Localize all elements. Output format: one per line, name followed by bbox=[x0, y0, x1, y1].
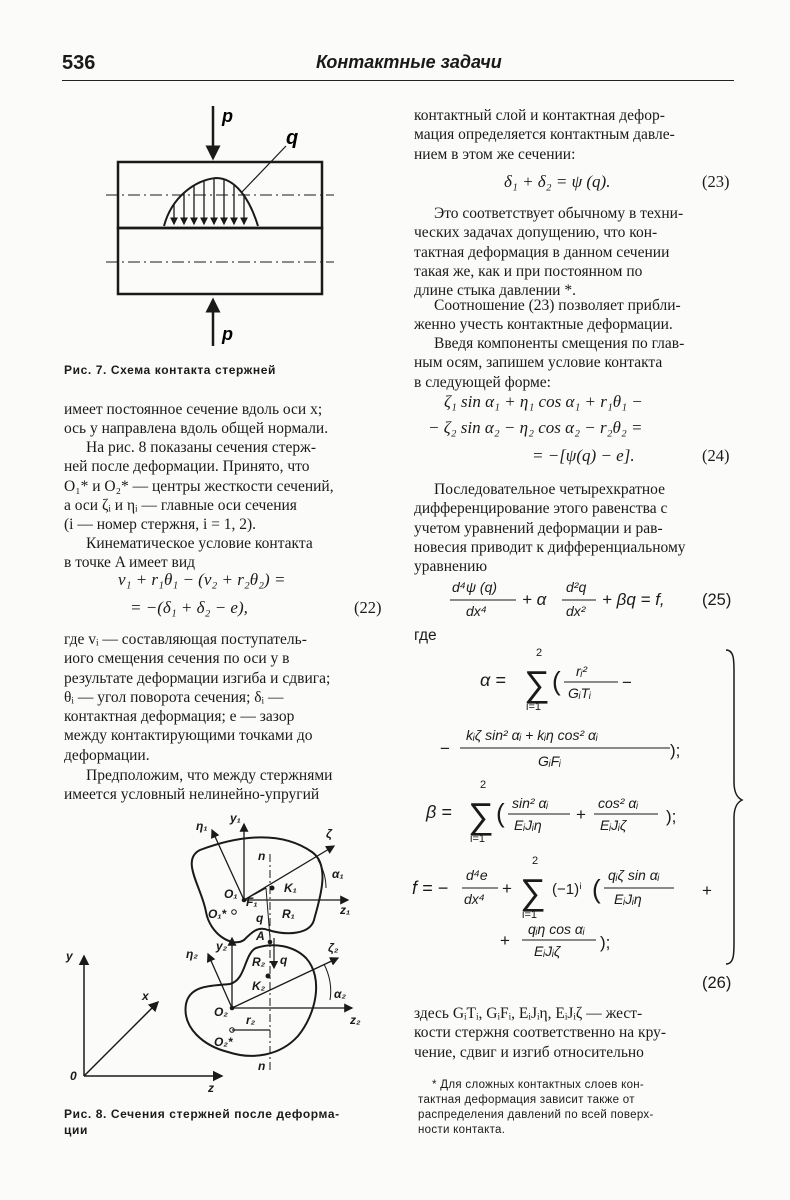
label-O1: O₁ bbox=[224, 887, 238, 901]
eq25-denominator-1: dx⁴ bbox=[466, 603, 487, 619]
beta-plus: + bbox=[576, 805, 586, 824]
f-numerator-2: qᵢζ sin αᵢ bbox=[608, 867, 660, 883]
figure-7-caption: Рис. 7. Схема контакта стержней bbox=[64, 363, 277, 377]
label-F1: F₁ bbox=[246, 895, 258, 909]
label-p-top: p bbox=[222, 106, 233, 126]
label-n-top: n bbox=[258, 849, 266, 863]
f-open-paren: ( bbox=[592, 874, 601, 904]
alpha-denominator-1: GᵢTᵢ bbox=[568, 685, 591, 701]
label-R2: R₂ bbox=[252, 955, 266, 969]
equation-22-line-1: v₁ + r₁θ₁ − (v₂ + r₂θ₂) = bbox=[118, 570, 286, 589]
alpha-dash: − bbox=[622, 673, 632, 692]
alpha-close: ); bbox=[670, 741, 681, 760]
left-paragraph-5: Предположим, что между стержнями имеется условный нелинейно-упругий bbox=[64, 767, 333, 804]
f-numerator-3: qᵢη cos αᵢ bbox=[528, 921, 585, 937]
right-paragraph-5: Последовательное четырехкратное дифференцирование этого равенства с учетом уравнений деформации и рав- новесия приводит к дифференциальному уравнению bbox=[414, 481, 686, 576]
label-zeta1: ζ bbox=[326, 827, 332, 841]
beta-numerator-2: cos² αᵢ bbox=[598, 795, 639, 811]
K1-point bbox=[270, 886, 275, 891]
left-paragraph-4: где vᵢ — составляющая поступатель- иого смещения сечения по оси y в результате деформации изгиба и сдвига; θᵢ — угол поворота сечения; δᵢ — контактная деформация; e — зазор между контактирующими точками до деформации. bbox=[64, 631, 331, 764]
beta-lhs: β = bbox=[426, 802, 452, 822]
label-O2: O₂ bbox=[214, 1005, 228, 1019]
label-q: q bbox=[286, 127, 299, 149]
f-close: ); bbox=[600, 933, 611, 952]
label-z2: z₂ bbox=[350, 1013, 361, 1027]
equation-24-line-1: ζ₁ sin α₁ + η₁ cos α₁ + r₁θ₁ − bbox=[444, 392, 643, 411]
beta-denominator-1: EᵢJᵢη bbox=[514, 817, 542, 833]
f-denominator-2: EᵢJᵢη bbox=[614, 891, 642, 907]
label-alpha1: α₁ bbox=[332, 867, 344, 881]
label-eta1: η₁ bbox=[196, 819, 208, 833]
equation-22-line-2: = −(δ₁ + δ₂ − e), bbox=[130, 598, 248, 617]
f-lead-plus: + bbox=[500, 931, 510, 950]
label-p-bottom: p bbox=[222, 324, 233, 344]
header-rule bbox=[62, 80, 734, 81]
label-O1-star: O₁* bbox=[208, 907, 227, 921]
beta-open-paren: ( bbox=[496, 798, 505, 828]
label-R1: R₁ bbox=[282, 907, 295, 921]
label-K2: K₂ bbox=[252, 979, 266, 993]
eq25-rest: + βq = f, bbox=[602, 590, 665, 609]
rod-bottom-rect bbox=[118, 228, 322, 294]
angle-arc-alpha2 bbox=[324, 964, 331, 1000]
alpha-numerator-1: rᵢ² bbox=[576, 663, 588, 679]
figure-8-caption: Рис. 8. Сечения стержней после деформа- ции bbox=[64, 1107, 340, 1137]
label-A: A bbox=[256, 929, 265, 943]
beta-close: ); bbox=[666, 807, 677, 826]
equation-26-number: (26) bbox=[702, 974, 732, 992]
alpha-minus: − bbox=[440, 739, 450, 758]
beta-sum-sign: ∑ bbox=[468, 795, 494, 836]
label-z1: z₁ bbox=[340, 903, 351, 917]
section-2-outline bbox=[186, 945, 317, 1056]
label-z: z bbox=[208, 1081, 214, 1095]
label-eta2: η₂ bbox=[186, 947, 198, 961]
label-r2: r₂ bbox=[246, 1013, 256, 1027]
q-leader-line bbox=[242, 146, 286, 192]
running-title: Контактные задачи bbox=[316, 52, 502, 72]
K2-point bbox=[266, 974, 271, 979]
page-number: 536 bbox=[62, 52, 96, 74]
label-x: x bbox=[142, 989, 149, 1003]
label-y1: y₁ bbox=[230, 811, 241, 825]
right-paragraph-2: Это соответствует обычному в техни- ческих задачах допущению, что кон- тактная деформация в данном сечении такая же, как и при постоянном по длине стыка давлении *. bbox=[414, 205, 684, 300]
word-gde: где bbox=[414, 627, 437, 644]
alpha-sum-top: 2 bbox=[536, 647, 543, 659]
f-numerator-1: d⁴e bbox=[466, 867, 488, 883]
f-sum-top: 2 bbox=[532, 855, 539, 867]
f-end-plus: + bbox=[702, 881, 712, 900]
axis-eta2 bbox=[208, 954, 232, 1008]
global-x-axis bbox=[84, 1002, 158, 1076]
eq25-numerator-1: d⁴ψ (q) bbox=[452, 579, 498, 595]
beta-sum-top: 2 bbox=[480, 779, 487, 791]
label-origin: 0 bbox=[70, 1069, 77, 1083]
alpha-denominator-2: GᵢFᵢ bbox=[538, 753, 561, 769]
eq25-plus-alpha: + α bbox=[522, 590, 547, 609]
alpha-sum-bottom: i=1 bbox=[526, 701, 541, 713]
equation-24-number: (24) bbox=[702, 446, 730, 465]
beta-numerator-1: sin² αᵢ bbox=[512, 795, 549, 811]
figure-7 bbox=[100, 100, 340, 350]
f-plus: + bbox=[502, 879, 512, 898]
beta-denominator-2: EᵢJᵢζ bbox=[600, 817, 627, 833]
equation-group-brace bbox=[726, 650, 742, 964]
label-zeta2: ζ₂ bbox=[328, 941, 339, 955]
alpha-numerator-2: kᵢζ sin² αᵢ + kᵢη cos² αᵢ bbox=[466, 727, 598, 743]
equation-24-line-3: = −[ψ(q) − e]. bbox=[532, 446, 635, 465]
equation-23-number: (23) bbox=[702, 172, 730, 191]
pressure-arrows bbox=[174, 178, 244, 224]
f-denominator-1: dx⁴ bbox=[464, 891, 485, 907]
label-O2-star: O₂* bbox=[214, 1035, 233, 1049]
label-K1: K₁ bbox=[284, 881, 297, 895]
left-paragraph-2: На рис. 8 показаны сечения стерж- ней после деформации. Принято, что O₁* и O₂* — центры жесткости сечений, а оси ζᵢ и ηᵢ — главные оси сечения (i — номер стержня, i = 1, 2). bbox=[64, 439, 334, 534]
O2-point bbox=[230, 1006, 235, 1011]
right-paragraph-1: контактный слой и контактная дефор- мация определяется контактным давле- нием в этом же сечении: bbox=[414, 107, 675, 163]
f-lhs: f = − bbox=[412, 878, 449, 898]
equation-24-line-2: − ζ₂ sin α₂ − η₂ cos α₂ − r₂θ₂ = bbox=[428, 418, 643, 437]
eq25-numerator-2: d²q bbox=[566, 579, 587, 595]
equation-25-number: (25) bbox=[702, 591, 732, 609]
f-sum-bottom: i=1 bbox=[522, 909, 537, 921]
beta-sum-bottom: i=1 bbox=[470, 833, 485, 845]
f-denominator-3: EᵢJᵢζ bbox=[534, 943, 561, 959]
right-paragraph-6: здесь GᵢTᵢ, GᵢFᵢ, EᵢJᵢη, EᵢJᵢζ — жест- кости стержня соответственно на кру- чение, сдвиг и изгиб относительно bbox=[414, 1005, 667, 1061]
label-alpha2: α₂ bbox=[334, 987, 347, 1001]
right-paragraph-4: Введя компоненты смещения по глав- ным осям, запишем условие контакта в следующей форме: bbox=[414, 335, 685, 391]
footnote: * Для сложных контактных слоев кон- тактная деформация зависит также от распределения давлений по всей поверх- ности контакта. bbox=[418, 1079, 654, 1136]
equation-22-number: (22) bbox=[354, 598, 382, 617]
alpha-lhs: α = bbox=[480, 670, 506, 690]
left-paragraph-3: Кинематическое условие контакта в точке A имеет вид bbox=[64, 535, 313, 572]
figure-8 bbox=[62, 808, 398, 1100]
label-q2: q bbox=[280, 953, 288, 967]
equation-23: δ₁ + δ₂ = ψ (q). bbox=[504, 172, 611, 191]
A-point bbox=[268, 940, 273, 945]
equations-25-26 bbox=[404, 572, 744, 1012]
left-paragraph-1: имеет постоянное сечение вдоль оси x; ось y направлена вдоль общей нормали. bbox=[64, 401, 329, 438]
label-q1: q bbox=[256, 911, 264, 925]
O1-star-point bbox=[232, 910, 237, 915]
f-sign: (−1)ⁱ bbox=[552, 881, 582, 898]
right-paragraph-3: Соотношение (23) позволяет прибли- женно учесть контактные деформации. bbox=[414, 297, 681, 334]
alpha-open-paren: ( bbox=[552, 666, 561, 696]
f-sum-sign: ∑ bbox=[520, 871, 546, 912]
alpha-sum-sign: ∑ bbox=[524, 663, 550, 704]
eq25-denominator-2: dx² bbox=[566, 603, 586, 619]
label-y2: y₂ bbox=[216, 939, 228, 953]
label-y: y bbox=[66, 949, 73, 963]
label-n-bottom: n bbox=[258, 1059, 266, 1073]
